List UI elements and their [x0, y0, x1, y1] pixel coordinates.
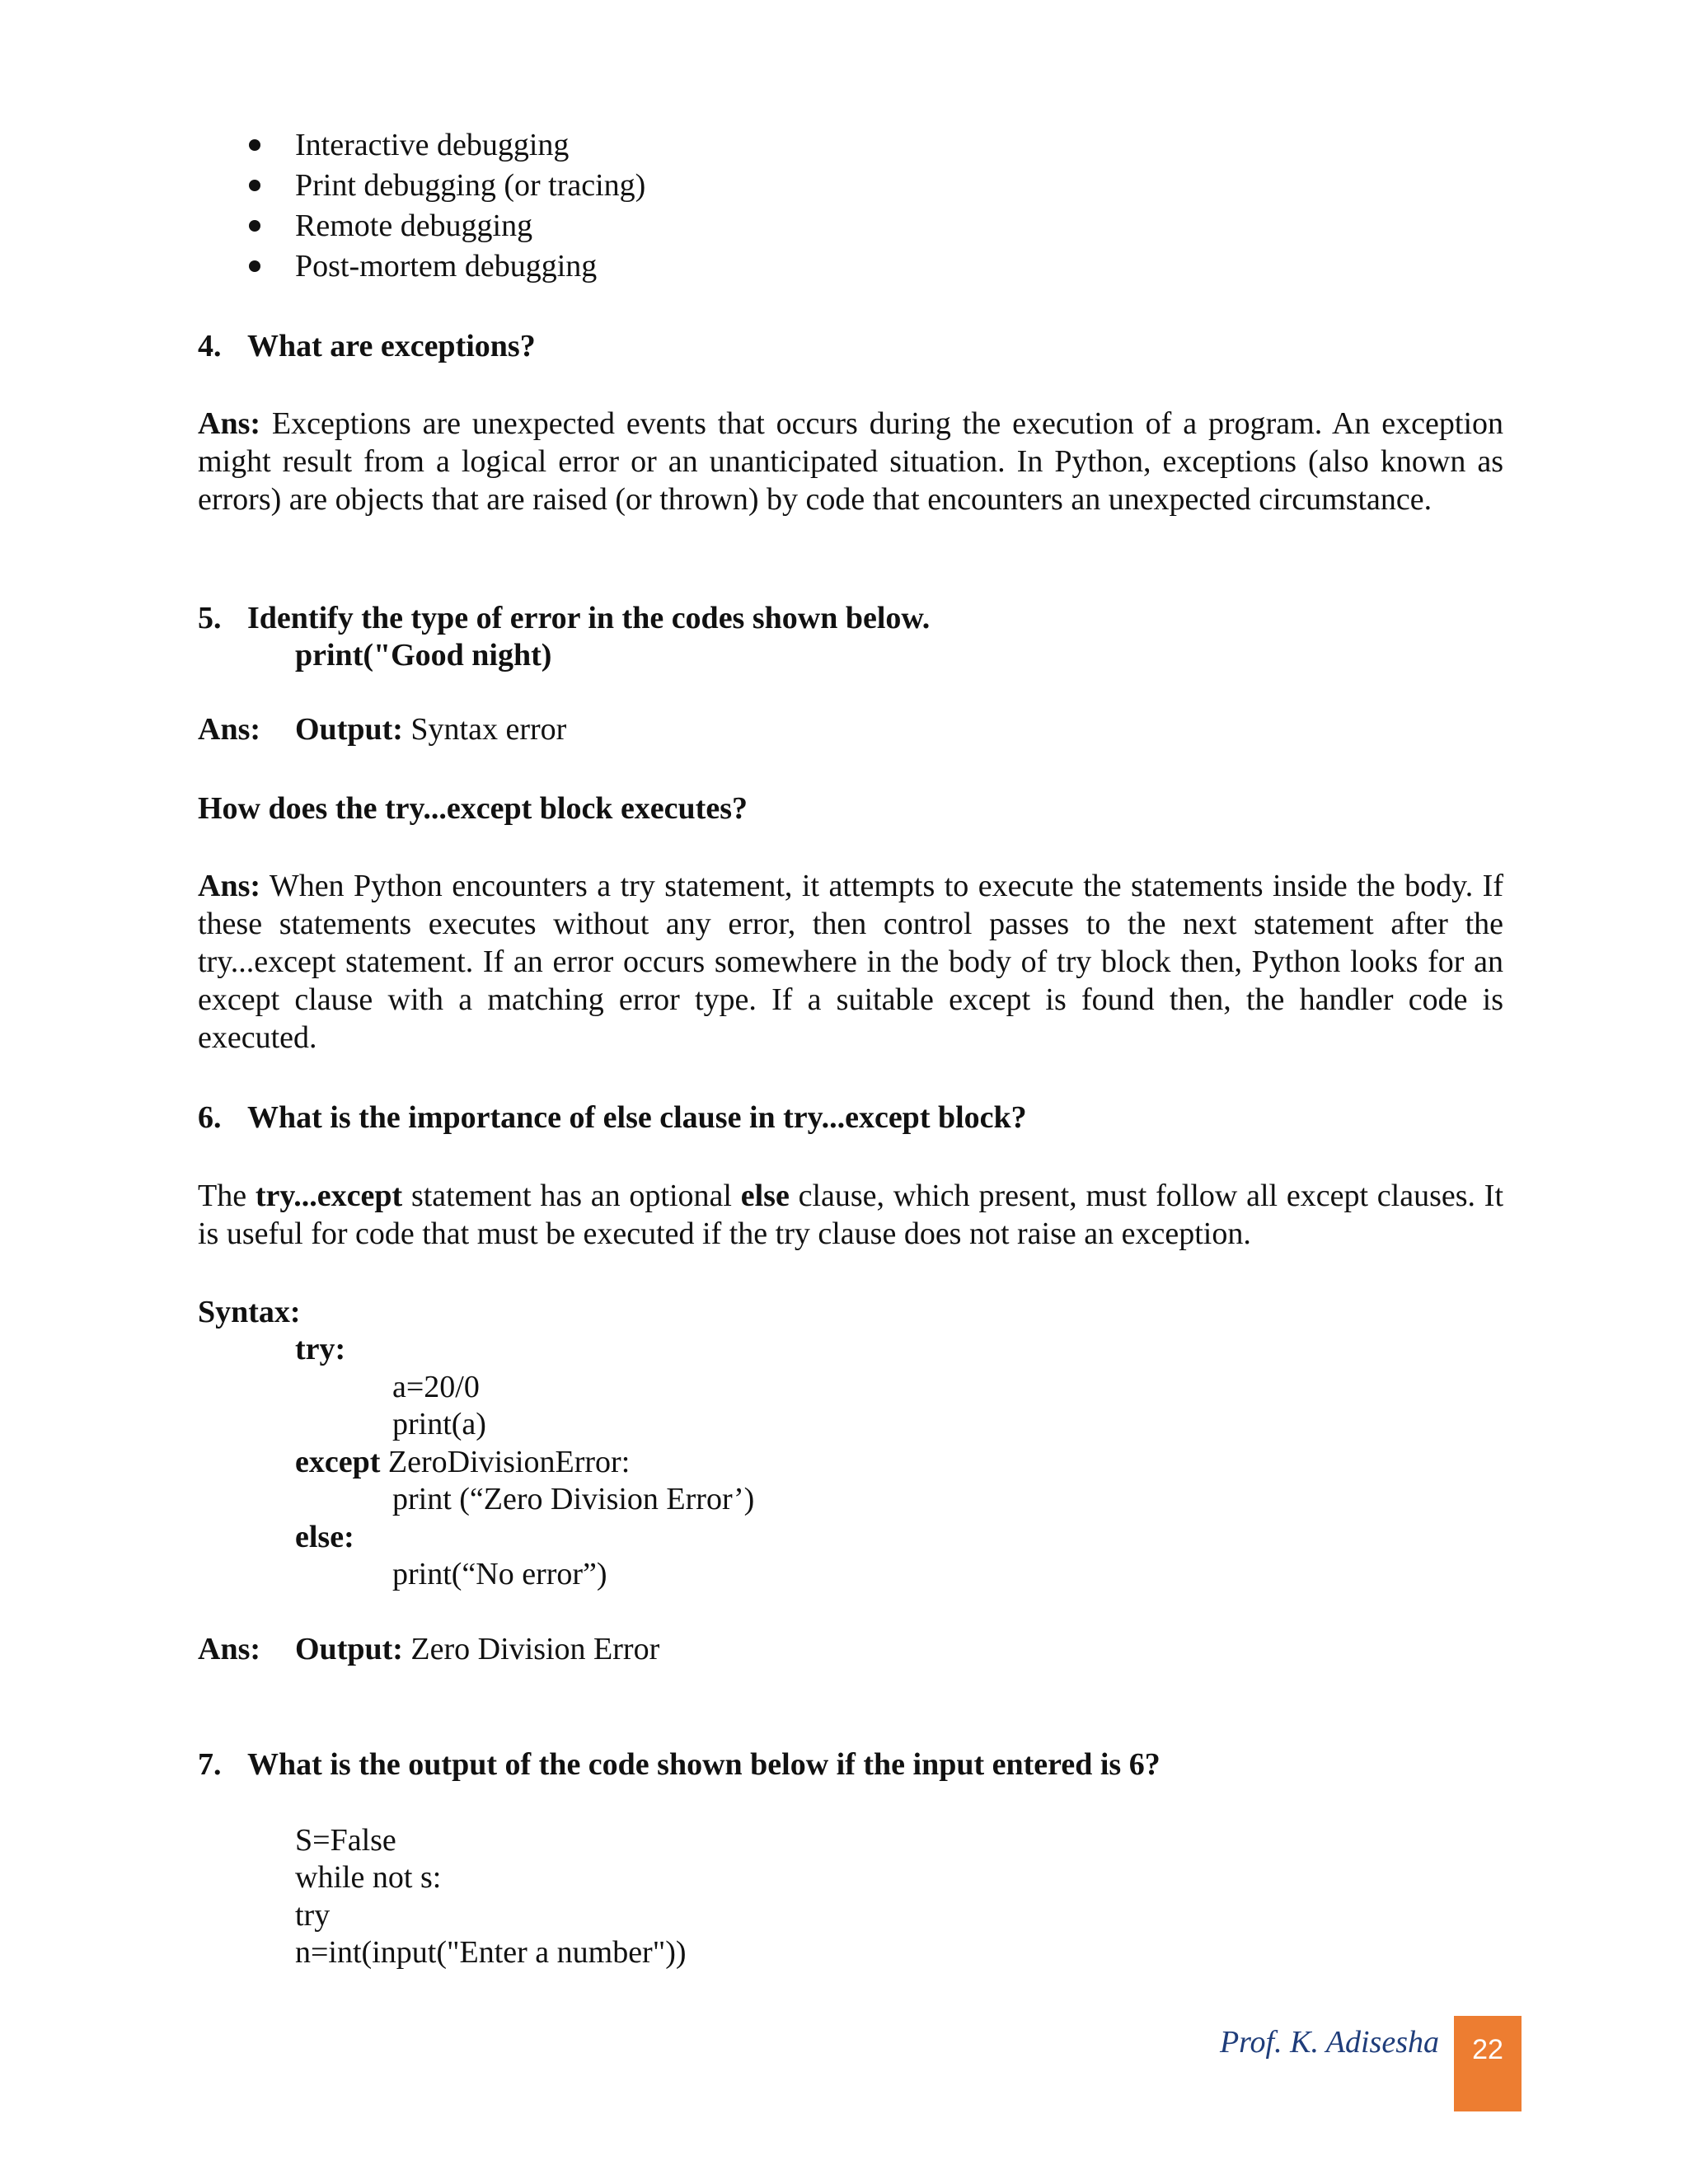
- question-4-title: What are exceptions?: [247, 329, 536, 363]
- answer-4-paragraph: [198, 405, 1503, 518]
- answer-6-label: Ans:: [198, 1632, 261, 1666]
- bullet-dot: [249, 139, 260, 151]
- bullet-dot: [249, 220, 260, 232]
- code-line: S=False: [295, 1823, 396, 1858]
- code-line: try: [295, 1898, 331, 1933]
- question-5-number: 5.: [198, 601, 222, 635]
- code-line: while not s:: [295, 1860, 442, 1895]
- answer-try-paragraph: [198, 867, 1503, 1057]
- answer-label: Ans:: [198, 406, 261, 441]
- page-number: 22: [1472, 2034, 1503, 2065]
- code-line: print(“No error”): [392, 1557, 607, 1591]
- bullet-item: Interactive debugging: [295, 128, 570, 162]
- code-try: try:: [295, 1332, 346, 1366]
- footer-author: Prof. K. Adisesha: [1219, 2025, 1439, 2060]
- answer-5-output: Output: Syntax error: [295, 712, 567, 747]
- syntax-label: Syntax:: [198, 1295, 301, 1329]
- answer-5-label: Ans:: [198, 712, 261, 747]
- bullet-item: Remote debugging: [295, 209, 533, 243]
- code-line: a=20/0: [392, 1370, 480, 1404]
- question-7-number: 7.: [198, 1747, 222, 1782]
- question-6-number: 6.: [198, 1100, 222, 1135]
- bullet-dot: [249, 180, 260, 191]
- answer-try-text: When Python encounters a try statement, it attempts to execute the statements inside the body. If these statements executes without any error, then control passes to the next statement after the try...except statement. If an error occurs somewhere in the body of try block then, Python looks for an except clause with a matching error type. If a suitable except is found then, the handler code is executed.: [198, 869, 1503, 1055]
- code-line: n=int(input("Enter a number")): [295, 1935, 687, 1970]
- code-except: except ZeroDivisionError:: [295, 1445, 631, 1479]
- question-4-number: 4.: [198, 329, 222, 363]
- answer-4-text: Exceptions are unexpected events that occurs during the execution of a program. An exception might result from a logical error or an unanticipated situation. In Python, exceptions (also known as errors) are objects that are raised (or thrown) by code that encounters an unexpected circumstance.: [198, 406, 1504, 517]
- bullet-item: Post-mortem debugging: [295, 249, 598, 284]
- bullet-dot: [249, 260, 260, 272]
- answer-6-output: Output: Zero Division Error: [295, 1632, 660, 1666]
- question-try-title: How does the try...except block executes?: [198, 791, 748, 826]
- question-6-title: What is the importance of else clause in try...except block?: [247, 1100, 1027, 1135]
- answer-label: Ans:: [198, 869, 261, 903]
- question-5-code: print("Good night): [295, 638, 552, 673]
- question-7-title: What is the output of the code shown below if the input entered is 6?: [247, 1747, 1160, 1782]
- answer-6-paragraph: The try...except statement has an optional else clause, which present, must follow all except clauses. It is useful for code that must be executed if the try clause does not raise an exception.: [198, 1179, 1504, 1251]
- bullet-item: Print debugging (or tracing): [295, 168, 646, 203]
- page-number-badge: [1454, 2016, 1522, 2111]
- code-else: else:: [295, 1520, 354, 1554]
- question-5-title: Identify the type of error in the codes shown below.: [247, 601, 931, 635]
- code-line: print(a): [392, 1407, 486, 1441]
- code-line: print (“Zero Division Error’): [392, 1482, 755, 1516]
